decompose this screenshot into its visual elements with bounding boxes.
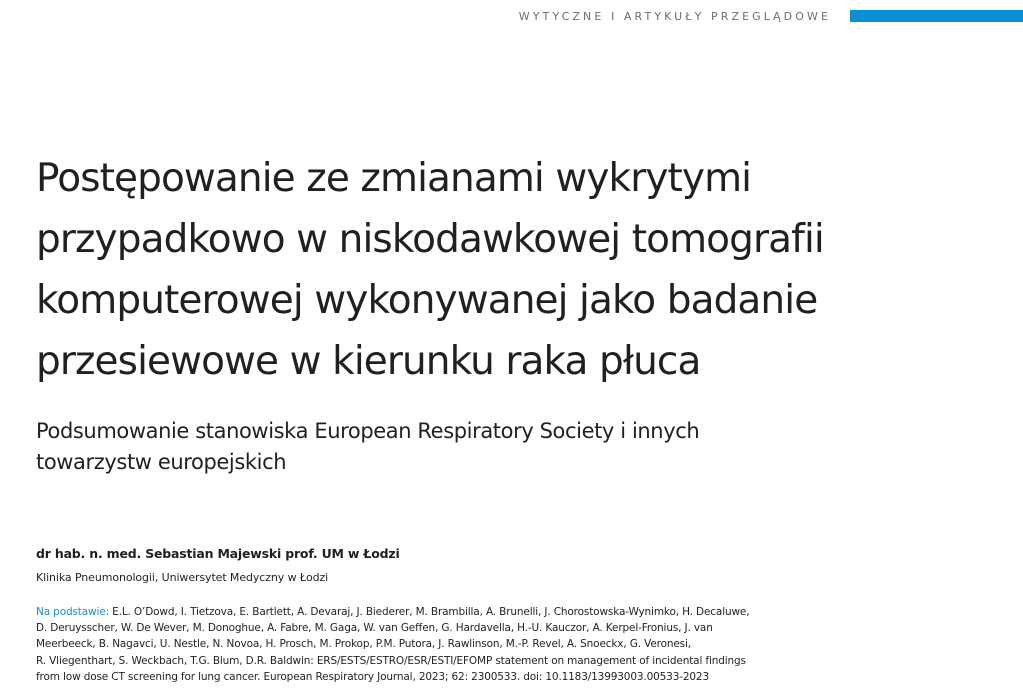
page-header <box>0 0 1023 30</box>
title-line: przesiewowe w kierunku raka płuca <box>36 339 701 384</box>
citation-line: R. Vliegenthart, S. Weckbach, T.G. Blum, D.R. Baldwin: ERS/ESTS/ESTRO/ESR/ESTI/EFOMP statement on management of incidental findings <box>36 654 746 667</box>
source-citation <box>36 604 836 685</box>
citation-line: D. Deruysscher, W. De Wever, M. Donoghue, A. Fabre, M. Gaga, W. van Geffen, G. Hardavella, H.-U. Kauczor, A. Kerpel-Fronius, J. van <box>36 622 713 635</box>
citation-text: E.L. O’Dowd, I. Tietzova, E. Bartlett, A. Devaraj, J. Biederer, M. Brambilla, A. Brunelli, J. Chorostowska-Wynimko, H. Decaluwe, <box>108 606 750 618</box>
subtitle-line: towarzystw europejskich <box>36 450 287 474</box>
accent-bar <box>850 10 1023 22</box>
section-label: WYTYCZNE I ARTYKUŁY PRZEGLĄDOWE <box>518 10 831 23</box>
article-subtitle <box>36 416 816 478</box>
subtitle-line: Podsumowanie stanowiska European Respiratory Society i innych <box>36 419 700 443</box>
title-line: Postępowanie ze zmianami wykrytymi <box>36 156 752 201</box>
source-label: Na podstawie: <box>36 606 109 618</box>
title-line: komputerowej wykonywanej jako badanie <box>36 278 818 323</box>
citation-line: from low dose CT screening for lung cancer. European Respiratory Journal, 2023; 62: 2300533. doi: 10.1183/13993003.00533-2023 <box>36 670 709 683</box>
title-line: przypadkowo w niskodawkowej tomografii <box>36 217 824 262</box>
author-affiliation: Klinika Pneumonologii, Uniwersytet Medyczny w Łodzi <box>36 571 329 584</box>
citation-line: Meerbeeck, B. Nagavci, U. Nestle, N. Novoa, H. Prosch, M. Prokop, P.M. Putora, J. Rawlinson, M.-P. Revel, A. Snoeckx, G. Veronesi, <box>36 638 691 651</box>
citation-line <box>36 604 836 620</box>
author-name: dr hab. n. med. Sebastian Majewski prof. UM w Łodzi <box>36 546 400 561</box>
article-title <box>36 148 856 392</box>
